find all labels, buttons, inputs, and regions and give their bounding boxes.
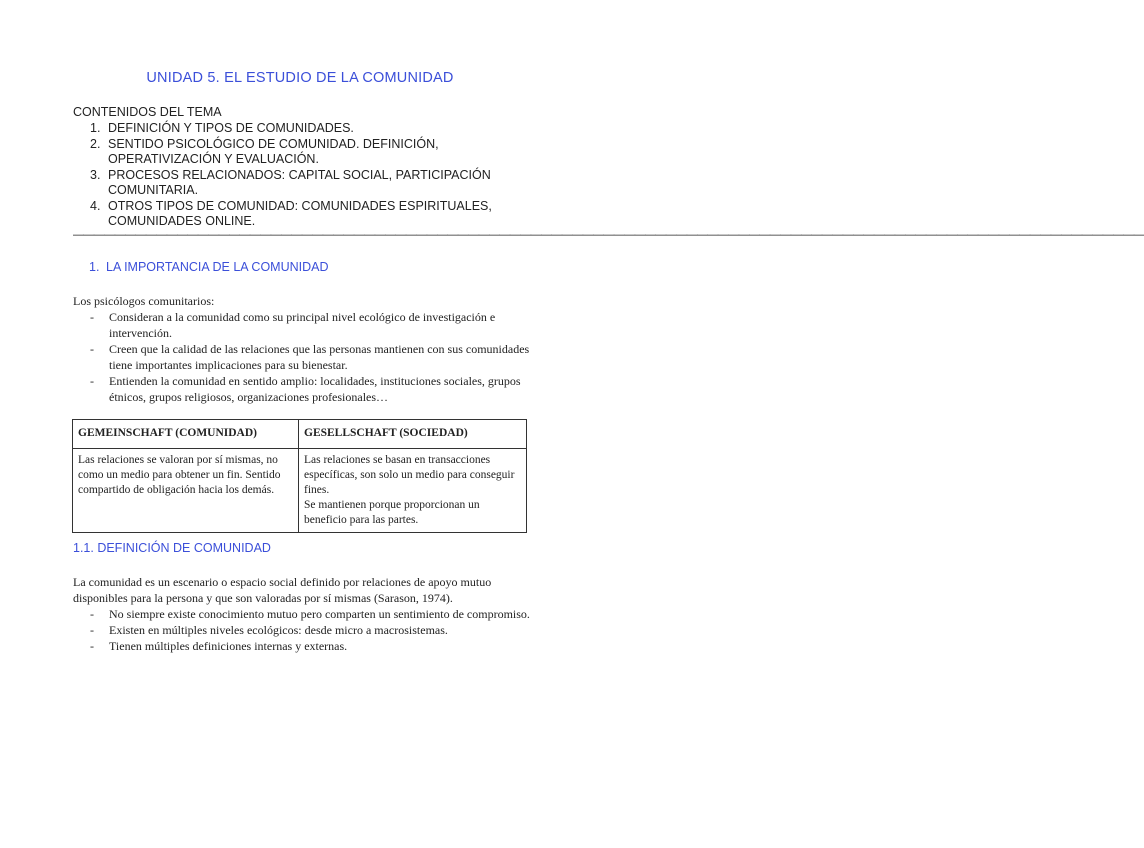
- comparison-table: [72, 419, 527, 533]
- section-1-heading: [89, 260, 329, 274]
- contents-item: [73, 121, 523, 137]
- bullet-text: Consideran a la comunidad como su principal nivel ecológico de investigación e intervención.: [109, 310, 496, 340]
- bullet-item: [73, 638, 533, 654]
- document-title: UNIDAD 5. EL ESTUDIO DE LA COMUNIDAD: [146, 70, 454, 86]
- bullet-item: [73, 622, 533, 638]
- contents-number: 1.: [90, 121, 101, 135]
- bullet-item: [73, 606, 533, 622]
- bullet-dash: -: [90, 310, 94, 324]
- table-row: [73, 449, 527, 533]
- table-cell-gemeinschaft: [73, 449, 299, 533]
- bullet-dash: -: [90, 639, 94, 653]
- contents-text: SENTIDO PSICOLÓGICO DE COMUNIDAD. DEFINICIÓN, OPERATIVIZACIÓN Y EVALUACIÓN.: [108, 136, 439, 166]
- bullet-dash: -: [90, 374, 94, 388]
- contents-list: [73, 121, 523, 230]
- table-header-row: [73, 420, 527, 449]
- section-1-1-intro: La comunidad es un escenario o espacio social definido por relaciones de apoyo mutuo disponibles para la persona y que son valoradas por sí mismas (Sarason, 1974).: [73, 575, 492, 605]
- bullet-text: Existen en múltiples niveles ecológicos: desde micro a macrosistemas.: [109, 623, 448, 637]
- bullet-text: No siempre existe conocimiento mutuo pero comparten un sentimiento de compromiso.: [109, 607, 530, 621]
- separator-line: ———————————————————————————————————————————————————————————————————————————————————————————————————————: [73, 229, 1144, 241]
- contents-number: 2.: [90, 136, 101, 151]
- contents-item: [73, 137, 523, 168]
- cell-text: Las relaciones se basan en transacciones específicas, son solo un medio para conseguir fines.: [304, 454, 515, 496]
- table-header-gesellschaft: GESELLSCHAFT (SOCIEDAD): [299, 420, 527, 449]
- cell-text: Se mantienen porque proporcionan un beneficio para las partes.: [304, 499, 480, 526]
- contents-text: OTROS TIPOS DE COMUNIDAD: COMUNIDADES ESPIRITUALES, COMUNIDADES ONLINE.: [108, 198, 492, 228]
- section-title: LA IMPORTANCIA DE LA COMUNIDAD: [106, 260, 329, 274]
- bullet-item: [73, 341, 533, 373]
- section-1-1-bullets: [73, 606, 533, 654]
- contents-item: [73, 199, 523, 230]
- bullet-text: Creen que la calidad de las relaciones que las personas mantienen con sus comunidades tiene importantes implicaciones para su bienestar.: [109, 342, 530, 372]
- bullet-dash: -: [90, 342, 94, 356]
- table-header-gemeinschaft: GEMEINSCHAFT (COMUNIDAD): [73, 420, 299, 449]
- bullet-item: [73, 309, 533, 341]
- contents-heading: CONTENIDOS DEL TEMA: [73, 105, 222, 119]
- contents-number: 4.: [90, 198, 101, 213]
- bullet-text: Tienen múltiples definiciones internas y externas.: [109, 639, 348, 653]
- table-cell-gesellschaft: [299, 449, 527, 533]
- contents-text: DEFINICIÓN Y TIPOS DE COMUNIDADES.: [108, 121, 354, 135]
- bullet-dash: -: [90, 607, 94, 621]
- contents-number: 3.: [90, 167, 101, 182]
- bullet-text: Entienden la comunidad en sentido amplio: localidades, instituciones sociales, grupos étnicos, grupos religiosos, organizaciones profesionales…: [109, 374, 521, 404]
- bullet-dash: -: [90, 623, 94, 637]
- section-1-intro: Los psicólogos comunitarios:: [73, 294, 215, 308]
- section-1-bullets: [73, 309, 533, 405]
- section-number: 1.: [89, 260, 100, 274]
- cell-text: Las relaciones se valoran por sí mismas, no como un medio para obtener un fin. Sentido compartido de obligación hacia los demás.: [78, 454, 281, 496]
- bullet-item: [73, 373, 533, 405]
- section-1-1-heading: 1.1. DEFINICIÓN DE COMUNIDAD: [73, 541, 271, 555]
- contents-text: PROCESOS RELACIONADOS: CAPITAL SOCIAL, PARTICIPACIÓN COMUNITARIA.: [108, 167, 491, 197]
- contents-item: [73, 168, 523, 199]
